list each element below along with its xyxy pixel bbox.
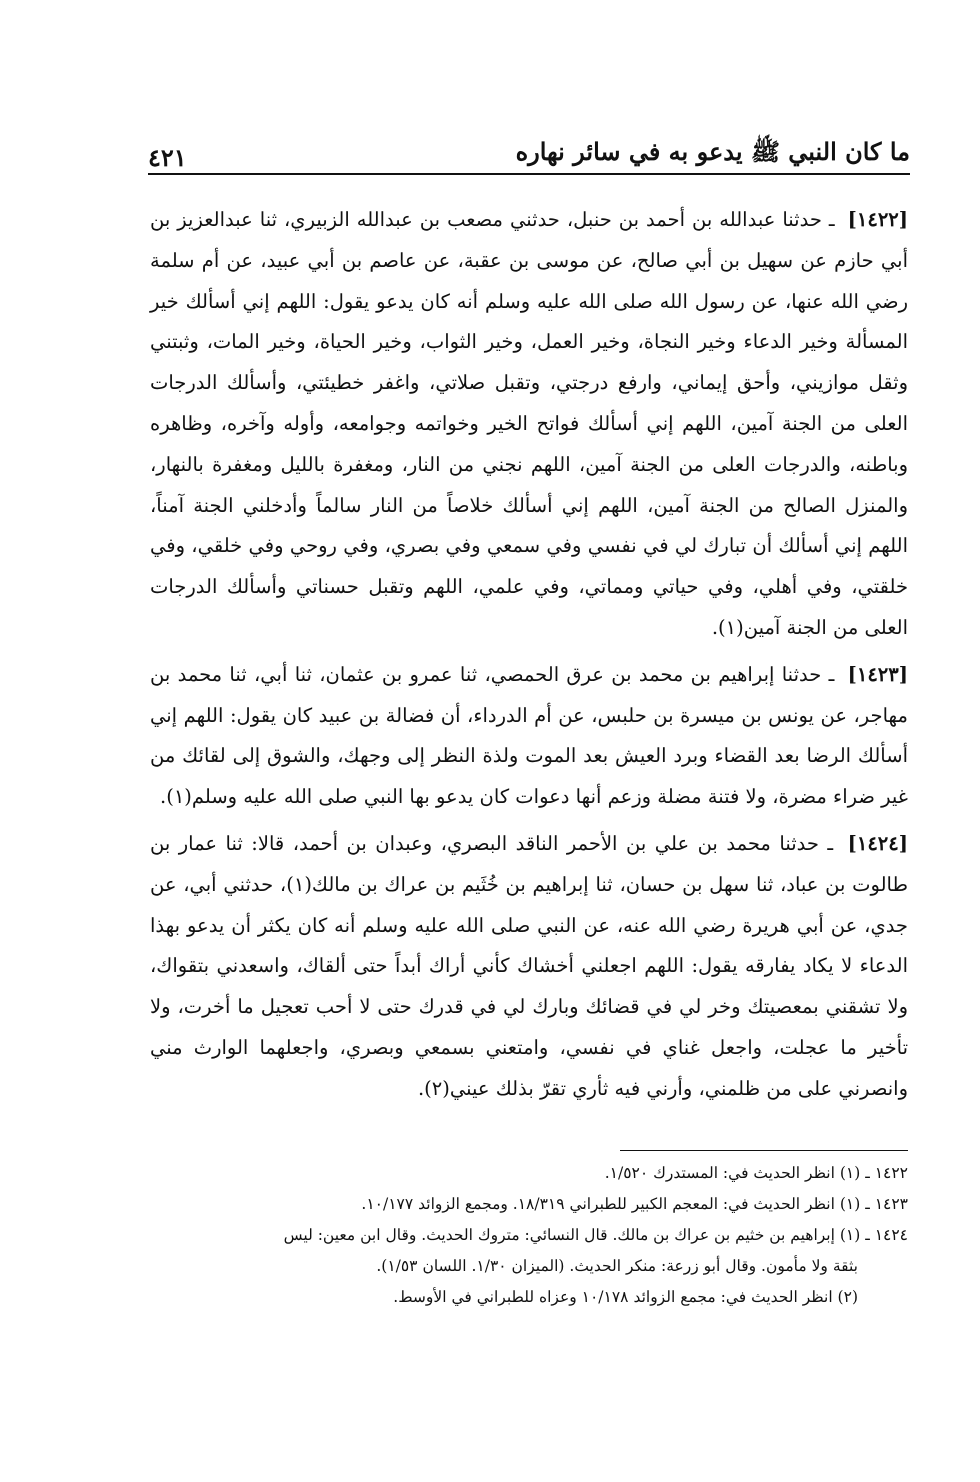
footnotes xyxy=(150,1158,908,1313)
hadith-1424 xyxy=(150,824,908,1110)
footnote-1424-1: ١٤٢٤ ـ (١) إبراهيم بن خثيم بن عراك بن مالك. قال النسائي: متروك الحديث. وقال ابن معين: ليس xyxy=(283,1226,908,1244)
hadith-1422 xyxy=(150,200,908,649)
hadith-1423 xyxy=(150,655,908,818)
footnote-rule xyxy=(620,1150,908,1151)
footnote-1424-1-continued: بثقة ولا مأمون. وقال أبو زرعة: منكر الحديث. (الميزان ١/٣٠. اللسان ١/٥٣). xyxy=(376,1257,858,1275)
page-header xyxy=(148,128,910,172)
running-title: ما كان النبي ﷺ يدعو به في سائر نهاره xyxy=(515,137,910,166)
hadith-text: ـ حدثنا محمد بن علي بن الأحمر الناقد البصري، وعبدان بن أحمد، قالا: ثنا عمار بن طالوت بن عباد، ثنا سهل بن حسان، ثنا إبراهيم بن خُثَيم بن عراك بن مالك(١)، حدثني أبي، عن جدي، عن أبي هريرة رضي الله عنه، عن النبي صلى الله عليه وسلم أنه كان يكثر أن يدعو بهذا الدعاء لا يكاد يفارقه يقول: اللهم اجعلني أخشاك كأني أراك أبداً حتى ألقاك، واسعدني بتقواك، ولا تشقني بمعصيتك وخر لي في قضائك وبارك لي في قدرك حتى لا أحب تعجيل ما أخرت، ولا تأخير ما عجلت، واجعل غناي في نفسي، وامتعني بسمعي وبصري، واجعلهما الوارث مني وانصرني على من ظلمني، وأرني فيه ثأري تقرّ بذلك عيني(٢). xyxy=(150,831,908,1100)
header-rule xyxy=(148,173,910,175)
hadith-number: [١٤٢٢] xyxy=(847,208,909,231)
hadith-number: [١٤٢٤] xyxy=(847,831,908,855)
footnote-1424-2: (٢) انظر الحديث في: مجمع الزوائد ١٠/١٧٨ وعزاه للطبراني في الأوسط. xyxy=(393,1288,858,1306)
page-number: ٤٢١ xyxy=(148,143,187,172)
main-text xyxy=(150,200,908,1116)
hadith-text: ـ حدثنا عبدالله بن أحمد بن حنبل، حدثني مصعب بن عبدالله الزبيري، ثنا عبدالعزيز بن أبي حازم عن سهيل بن أبي صالح، عن موسى بن عقبة، عن عاصم بن أبي عبيد، عن أم سلمة رضي الله عنها، عن رسول الله صلى الله عليه وسلم أنه كان يدعو يقول: اللهم إني أسألك خير المسألة وخير الدعاء وخير النجاة، وخير العمل، وخير الثواب، وخير الحياة، وخير المات، وثبتني وثقل موازيني، وأحق إيماني، وارفع درجتي، وتقبل صلاتي، واغفر خطيئتي، وأسألك الدرجات العلى من الجنة آمين، اللهم إني أسألك فواتح الخير وخواتمه وجوامعه، وأوله وآخره، وظاهره وباطنه، والدرجات العلى من الجنة آمين، اللهم نجني من النار، ومغفرة بالليل ومغفرة بالنهار، والمنزل الصالح من الجنة آمين، اللهم إني أسألك خلاصاً من النار سالماً وأدخلني الجنة آمناً، اللهم إني أسألك أن تبارك لي في نفسي وفي سمعي وفي بصري، وفي روحي وفي خلقي، وفي خلقتي، وفي أهلي، وفي حياتي ومماتي، وفي علمي، اللهم وتقبل حسناتي وأسألك الدرجات العلى من الجنة آمين(١). xyxy=(150,208,908,639)
footnote-1422-1: ١٤٢٢ ـ (١) انظر الحديث في: المستدرك ١/٥٢٠. xyxy=(604,1164,908,1182)
hadith-text: ـ حدثنا إبراهيم بن محمد بن عرق الحمصي، ثنا عمرو بن عثمان، ثنا أبي، ثنا محمد بن مهاجر، عن يونس بن ميسرة بن حلبس، عن أم الدرداء، أن فضالة بن عبيد كان يقول: اللهم إني أسألك الرضا بعد القضاء وبرد العيش بعد الموت ولذة النظر إلى وجهك، والشوق إلى لقائك من غير ضراء مضرة، ولا فتنة مضلة وزعم أنها دعوات كان يدعو بها النبي صلى الله عليه وسلم(١). xyxy=(150,662,908,809)
hadith-number: [١٤٢٣] xyxy=(847,662,908,686)
footnote-1423-1: ١٤٢٣ ـ (١) انظر الحديث في: المعجم الكبير للطبراني ١٨/٣١٩. ومجمع الزوائد ١٠/١٧٧. xyxy=(361,1195,908,1213)
